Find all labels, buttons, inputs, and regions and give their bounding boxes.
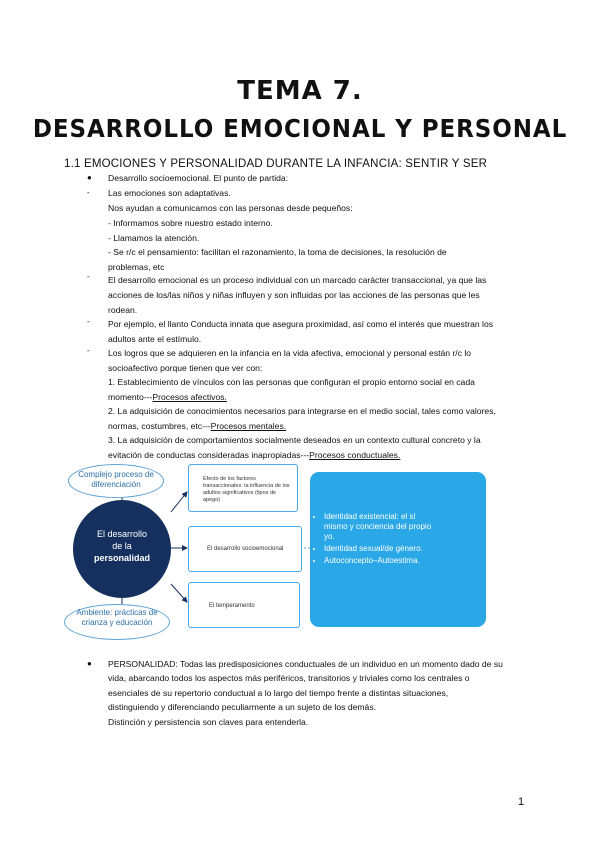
text-line: El desarrollo emocional es un proceso individual con un marcado carácter transaccional, ya que las	[108, 275, 487, 285]
box-socioemotional	[188, 526, 302, 572]
circle-label-1: El desarrollo	[96, 529, 148, 539]
text-segment: normas, costumbres, etc---	[108, 421, 211, 431]
bullet-icon: ●	[87, 659, 92, 668]
text-line	[108, 419, 286, 434]
box-transactional-factors	[188, 464, 298, 512]
title-line-1: TEMA 7.	[237, 76, 363, 106]
oval-differentiation: Complejo proceso de diferenciación	[68, 464, 164, 498]
text-segment: evitación de conductas consideradas inapropiadas---	[108, 450, 310, 460]
box-temperament	[188, 582, 300, 628]
identity-item: • Autoconcepto–Autoestima.	[324, 556, 432, 566]
identity-list	[310, 512, 432, 568]
text-line: 2. La adquisición de conocimientos necesarios para integrarse en el medio social, tales como valores,	[108, 406, 496, 416]
bullet-icon: ●	[87, 173, 92, 182]
identity-item: • Identidad sexual/de género.	[324, 544, 432, 554]
personality-diagram	[60, 462, 500, 642]
connector-line	[171, 492, 187, 512]
text-line: distinguiendo y diferenciando peculiarmente a un sujeto de los demás.	[108, 702, 377, 712]
personality-circle	[73, 500, 171, 598]
text-line: Por ejemplo, el llanto Conducta innata que asegura proximidad, así como el interés que muestran los	[108, 319, 494, 329]
box-text: Efecto de los factores transaccionales: la influencia de los adultos significativos (tipos de apego)	[203, 476, 290, 503]
dash-icon: -	[87, 346, 90, 355]
text-line: - Informamos sobre nuestro estado interno.	[108, 218, 273, 228]
text-line: esenciales de su repertorio conductual a lo largo del tiempo frente a distintas situaciones,	[108, 688, 449, 698]
text-line: 1. Establecimiento de vínculos con las personas que configuran el propio entorno social en cada	[108, 377, 475, 387]
box-text: El temperamento	[209, 603, 255, 609]
connector-line	[171, 584, 187, 602]
text-line: Nos ayudan a comunicarnos con las personas desde pequeños:	[108, 203, 353, 213]
circle-label-3: personalidad	[93, 553, 150, 563]
page-number: 1	[518, 796, 525, 808]
process-label-mental: Procesos mentales.	[210, 421, 287, 431]
text-line: - Llamamos la atención.	[108, 233, 200, 243]
box-text: El desarrollo socioemocional	[207, 546, 284, 552]
identity-item: • Identidad existencial: el sí mismo y conciencia del propio yo.	[324, 512, 432, 542]
text-line: PERSONALIDAD: Todas las predisposiciones conductuales de un individuo en un momento dado de su	[108, 659, 503, 669]
text-line	[108, 448, 400, 463]
text-line: rodean.	[108, 305, 138, 315]
identity-box	[310, 472, 486, 627]
text-line	[108, 390, 227, 405]
text-line: 3. La adquisición de comportamientos socialmente deseados en un contexto cultural concreto y la	[108, 435, 481, 445]
text-line: acciones de los/las niños y niñas influyen y son influidas por las acciones de las personas que les	[108, 290, 480, 300]
section-heading: 1.1 EMOCIONES Y PERSONALIDAD DURANTE LA INFANCIA: SENTIR Y SER	[64, 158, 488, 170]
process-label-behavioral: Procesos conductuales.	[309, 450, 401, 460]
title-line-2: DESARROLLO EMOCIONAL Y PERSONAL	[32, 114, 568, 143]
dash-icon: -	[87, 317, 90, 326]
text-line: - Se r/c el pensamiento: facilitan el razonamiento, la toma de decisiones, la resolución de	[108, 247, 447, 257]
text-line: Las emociones son adaptativas.	[108, 188, 231, 198]
circle-label-2: de la	[112, 541, 132, 551]
dash-icon: -	[87, 188, 90, 197]
text-line: socioafectivo porque tienen que ver con:	[108, 363, 263, 373]
dash-icon: -	[87, 272, 90, 281]
oval-environment: Ambiente: prácticas de crianza y educación	[64, 604, 170, 640]
process-label-affective: Procesos afectivos.	[152, 392, 227, 402]
text-line: vida, abarcando todos los aspectos más periféricos, transitorios y triviales como los centrales o	[108, 673, 470, 683]
text-line: Desarrollo socioemocional. El punto de partida:	[108, 173, 289, 183]
text-segment: momento---	[108, 392, 153, 402]
text-line: Distinción y persistencia son claves para entenderla.	[108, 717, 309, 727]
text-line: adultos ante el estímulo.	[108, 334, 202, 344]
text-line: problemas, etc	[108, 262, 165, 272]
text-line: Los logros que se adquieren en la infancia en la vida afectiva, emocional y personal están r/c lo	[108, 348, 472, 358]
